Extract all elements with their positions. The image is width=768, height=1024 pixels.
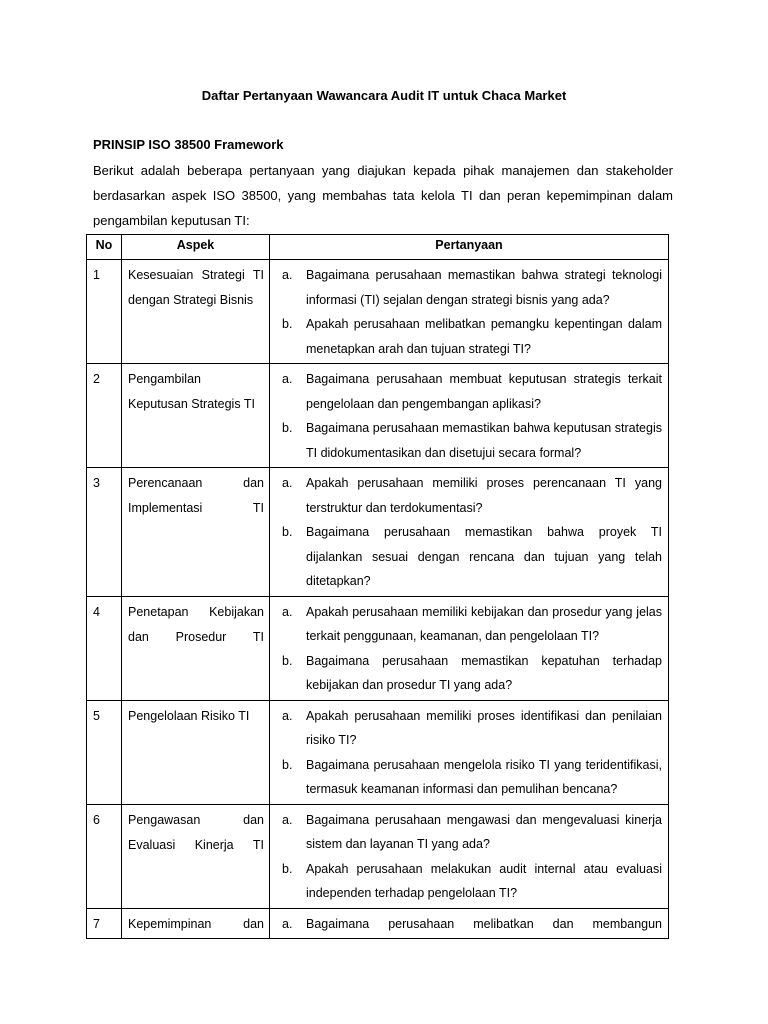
- table-row: [87, 804, 669, 908]
- question-item: [276, 808, 662, 857]
- row-questions: [270, 700, 669, 804]
- question-item: [276, 367, 662, 416]
- section-heading: PRINSIP ISO 38500 Framework: [93, 137, 284, 152]
- row-aspek: Pengelolaan Risiko TI: [122, 700, 270, 804]
- row-number: 2: [87, 364, 122, 468]
- question-item: [276, 600, 662, 649]
- table-row: [87, 260, 669, 364]
- table-row: [87, 468, 669, 597]
- question-text: Bagaimana perusahaan mengelola risiko TI yang teridentifikasi, termasuk keamanan informasi dan pemulihan bencana?: [306, 757, 662, 796]
- header-aspek: Aspek: [122, 235, 270, 260]
- question-item: [276, 520, 662, 594]
- table-row: [87, 364, 669, 468]
- question-text: Apakah perusahaan melibatkan pemangku kepentingan dalam menetapkan arah dan tujuan strategi TI?: [306, 317, 662, 356]
- question-marker: a.: [282, 476, 293, 490]
- question-marker: b.: [282, 317, 293, 331]
- question-item: [276, 471, 662, 520]
- questions-table: [86, 234, 669, 939]
- question-text: Bagaimana perusahaan memastikan kepatuhan terhadap kebijakan dan prosedur TI yang ada?: [306, 653, 662, 692]
- question-item: [276, 912, 662, 937]
- question-marker: a.: [282, 916, 293, 931]
- row-questions: [270, 804, 669, 908]
- header-pertanyaan: Pertanyaan: [270, 235, 669, 260]
- row-number: 1: [87, 260, 122, 364]
- table-row: [87, 596, 669, 700]
- question-marker: a.: [282, 708, 293, 723]
- table-header-row: [87, 235, 669, 260]
- question-text: Apakah perusahaan melakukan audit internal atau evaluasi independen terhadap pengelolaan TI?: [306, 861, 662, 900]
- question-text: Bagaimana perusahaan melibatkan dan membangun: [306, 916, 662, 931]
- question-marker: a.: [282, 812, 293, 827]
- question-marker: b.: [282, 421, 293, 435]
- question-item: [276, 416, 662, 465]
- question-marker: a.: [282, 372, 293, 386]
- row-aspek: Pengambilan Keputusan Strategis TI: [122, 364, 270, 468]
- row-number: 6: [87, 804, 122, 908]
- header-no: No: [87, 235, 122, 260]
- table-row: [87, 908, 669, 939]
- row-aspek: Perencanaan dan Implementasi TI: [122, 468, 270, 597]
- question-item: [276, 312, 662, 361]
- question-text: Apakah perusahaan memiliki proses identifikasi dan penilaian risiko TI?: [306, 708, 662, 747]
- question-marker: b.: [282, 653, 293, 668]
- question-text: Bagaimana perusahaan membuat keputusan strategis terkait pengelolaan dan pengembangan aplikasi?: [306, 372, 662, 411]
- questions-table-wrapper: [86, 234, 668, 931]
- row-aspek: Pengawasan dan Evaluasi Kinerja TI: [122, 804, 270, 908]
- row-number: 3: [87, 468, 122, 597]
- question-item: [276, 704, 662, 753]
- question-marker: b.: [282, 525, 293, 539]
- question-marker: b.: [282, 757, 293, 772]
- question-text: Bagaimana perusahaan memastikan bahwa keputusan strategis TI didokumentasikan dan disetujui secara formal?: [306, 421, 662, 460]
- question-item: [276, 263, 662, 312]
- question-text: Bagaimana perusahaan memastikan bahwa proyek TI dijalankan sesuai dengan rencana dan tujuan yang telah ditetapkan?: [306, 525, 662, 588]
- row-questions: [270, 260, 669, 364]
- row-aspek: Penetapan Kebijakan dan Prosedur TI: [122, 596, 270, 700]
- row-questions: [270, 908, 669, 939]
- row-number: 7: [87, 908, 122, 939]
- row-number: 5: [87, 700, 122, 804]
- question-marker: a.: [282, 268, 293, 282]
- document-title: Daftar Pertanyaan Wawancara Audit IT untuk Chaca Market: [201, 88, 567, 103]
- row-aspek: Kesesuaian Strategi TI dengan Strategi Bisnis: [122, 260, 270, 364]
- question-marker: b.: [282, 861, 293, 876]
- question-item: [276, 753, 662, 802]
- row-questions: [270, 468, 669, 597]
- row-number: 4: [87, 596, 122, 700]
- question-text: Bagaimana perusahaan mengawasi dan mengevaluasi kinerja sistem dan layanan TI yang ada?: [306, 812, 662, 851]
- row-questions: [270, 364, 669, 468]
- question-text: Bagaimana perusahaan memastikan bahwa strategi teknologi informasi (TI) sejalan dengan strategi bisnis yang ada?: [306, 268, 662, 307]
- question-marker: a.: [282, 604, 293, 619]
- question-item: [276, 649, 662, 698]
- intro-paragraph: Berikut adalah beberapa pertanyaan yang diajukan kepada pihak manajemen dan stakeholder berdasarkan aspek ISO 38500, yang membahas tata kelola TI dan peran kepemimpinan dalam pengambilan keputusan TI:: [93, 163, 673, 228]
- row-questions: [270, 596, 669, 700]
- question-text: Apakah perusahaan memiliki kebijakan dan prosedur yang jelas terkait penggunaan, keamanan, dan pengelolaan TI?: [306, 604, 662, 643]
- question-item: [276, 857, 662, 906]
- row-aspek: Kepemimpinan dan: [122, 908, 270, 939]
- question-text: Apakah perusahaan memiliki proses perencanaan TI yang terstruktur dan terdokumentasi?: [306, 476, 662, 515]
- table-row: [87, 700, 669, 804]
